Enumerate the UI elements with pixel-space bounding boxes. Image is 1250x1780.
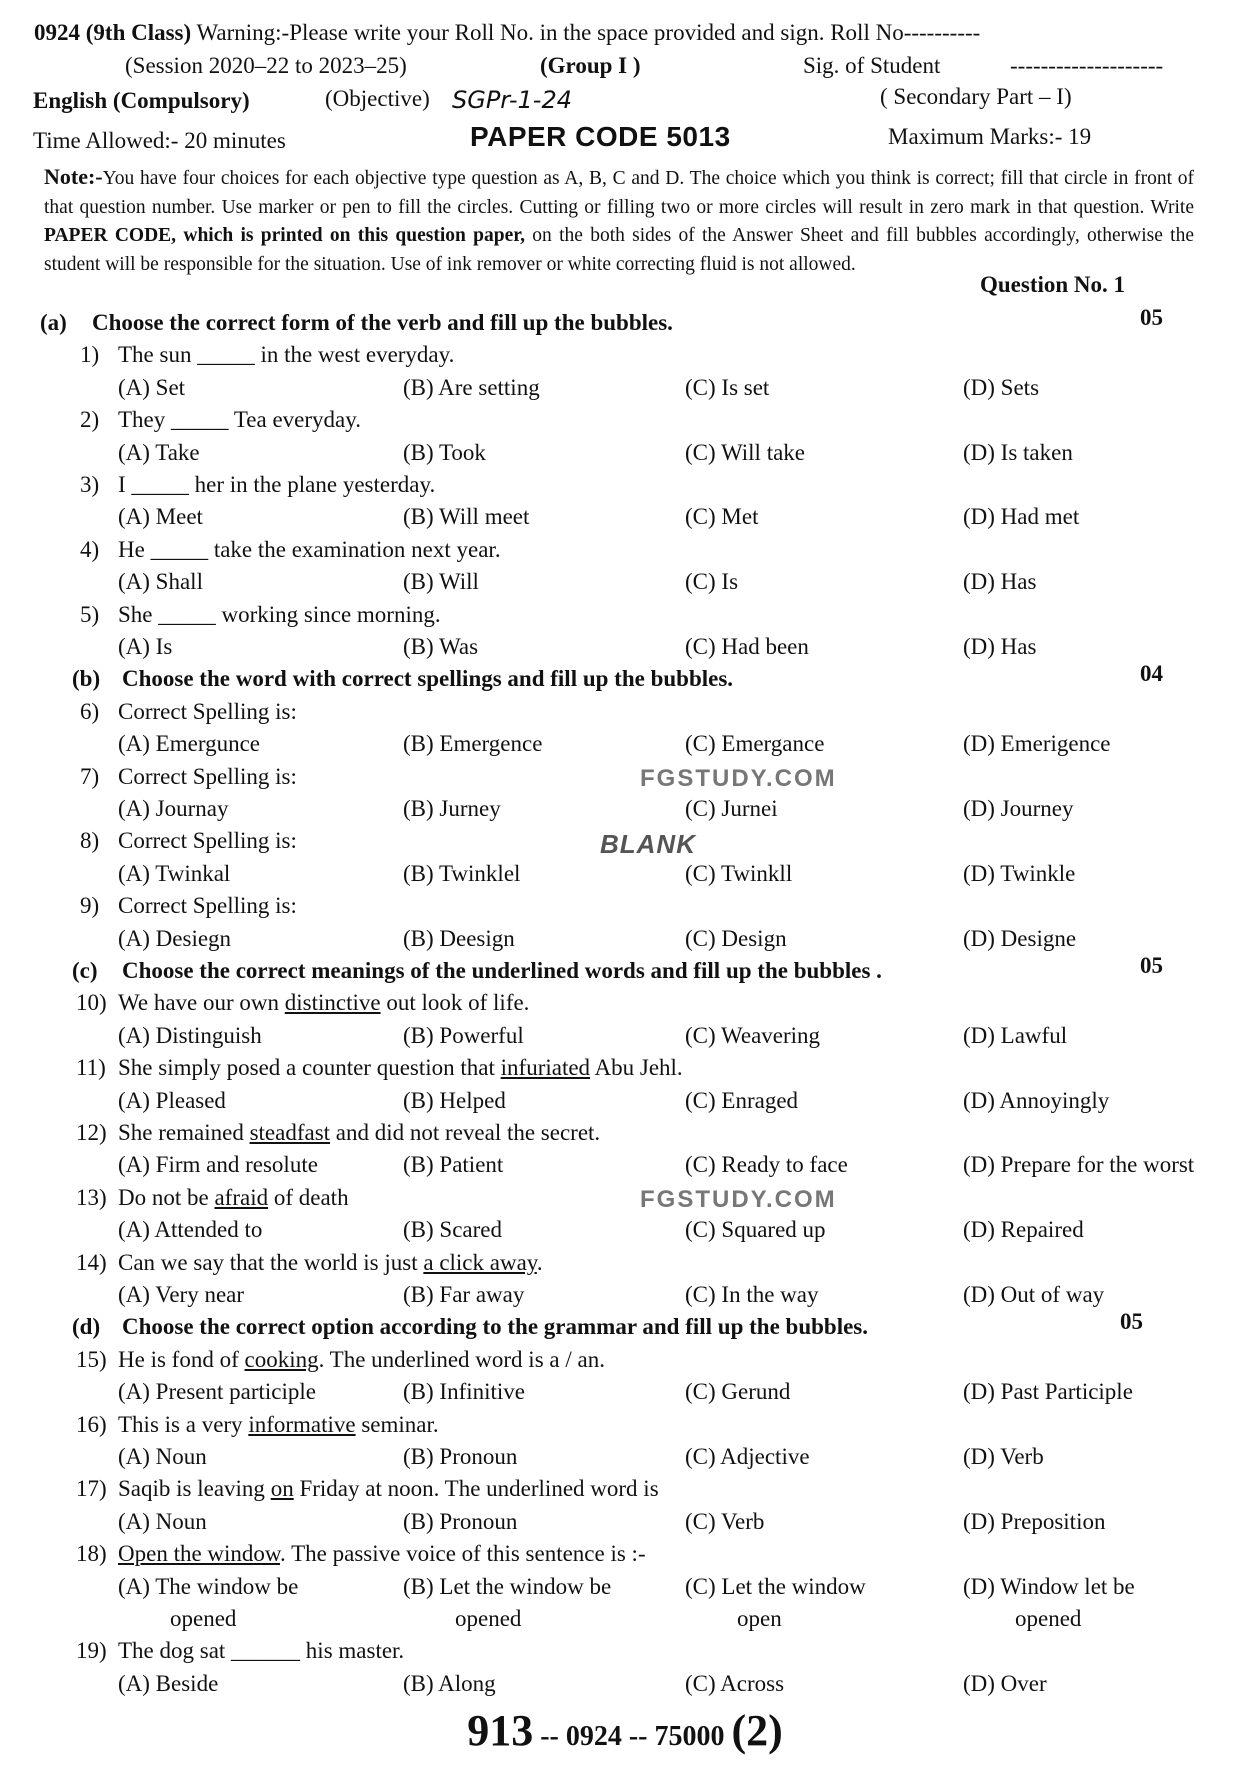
option-a: (A) The window be <box>118 1573 299 1599</box>
section-label: (d) <box>72 1314 101 1340</box>
section-marks: 04 <box>1140 661 1163 687</box>
note-text-1: You have four choices for each objective type question as A, B, C and D. The choice which you think is correct; fill that circle in front of that question number. Use marker or pen to fill the circles. Cutting or filling two or more circles will result in zero mark in that question. Write <box>44 168 1194 218</box>
option-d-continued: opened <box>1015 1606 1082 1631</box>
option-b-continued: opened <box>455 1606 522 1631</box>
option-c: (C) Met <box>685 504 759 530</box>
option-a: (A) Noun <box>118 1508 207 1534</box>
question-stem <box>118 472 435 498</box>
option-b: (B) Emergence <box>403 731 543 757</box>
option-c: (C) Design <box>685 925 787 951</box>
option-a: (A) Journay <box>118 796 229 821</box>
question-stem <box>118 990 529 1016</box>
stem-pre: Correct Spelling is: <box>118 893 297 919</box>
question-stem <box>118 1185 349 1211</box>
option-d: (D) Is taken <box>963 439 1073 465</box>
option-c: (C) Enraged <box>685 1087 799 1113</box>
question-number: 2) <box>80 407 100 433</box>
section-marks: 05 <box>1140 953 1163 978</box>
option-b: (B) Deesign <box>403 925 515 951</box>
question-stem <box>118 537 501 563</box>
question-stem <box>118 893 297 919</box>
stem-pre: Correct Spelling is: <box>118 828 297 854</box>
question-number: 4) <box>80 536 100 562</box>
question-number: 11) <box>76 1055 106 1081</box>
stem-pre: He is fond of <box>118 1346 245 1372</box>
stem-pre: I _____ her in the plane yesterday. <box>118 472 436 497</box>
question-number: 9) <box>80 893 100 919</box>
option-a: (A) Is <box>118 634 173 659</box>
question-stem <box>118 828 297 854</box>
option-c: (C) Squared up <box>685 1217 826 1243</box>
question-stem <box>118 602 441 628</box>
option-a: (A) Firm and resolute <box>118 1152 318 1178</box>
question-number: 13) <box>76 1184 107 1210</box>
option-c: (C) In the way <box>685 1282 819 1307</box>
question-stem <box>118 1120 600 1146</box>
footer-page: (2) <box>731 1706 783 1755</box>
option-b: (B) Along <box>403 1670 496 1696</box>
option-b: (B) Will <box>403 569 479 595</box>
option-c: (C) Ready to face <box>685 1152 848 1178</box>
note-label: Note:- <box>44 164 103 189</box>
option-a: (A) Shall <box>118 569 203 595</box>
stem-pre: This is a very <box>118 1411 249 1437</box>
section-title: Choose the word with correct spellings and fill up the bubbles. <box>122 666 734 692</box>
section-label: (c) <box>72 958 98 983</box>
option-a: (A) Set <box>118 374 186 400</box>
question-stem <box>118 1347 605 1373</box>
option-c: (C) Emergance <box>685 731 825 757</box>
section-title: Choose the correct form of the verb and fill up the bubbles. <box>92 310 673 335</box>
option-b: (B) Will meet <box>403 504 530 530</box>
question-stem <box>118 1055 683 1081</box>
question-stem <box>118 1250 543 1276</box>
paper-code: PAPER CODE 5013 <box>470 121 731 152</box>
section-title: Choose the correct option according to the grammar and fill up the bubbles. <box>122 1314 868 1340</box>
question-number: 17) <box>76 1476 107 1502</box>
option-b: (B) Far away <box>403 1282 525 1307</box>
option-d: (D) Prepare for the worst <box>963 1152 1195 1178</box>
subject: English (Compulsory) <box>33 88 250 113</box>
option-d: (D) Lawful <box>963 1022 1068 1048</box>
session: (Session 2020–22 to 2023–25) <box>125 53 407 78</box>
option-b: (B) Twinklel <box>403 860 521 886</box>
footer-code: 913 <box>467 1706 534 1755</box>
warning-text: Warning:-Please write your Roll No. in the space provided and sign. Roll No---------- <box>196 20 981 45</box>
stem-pre: She simply posed a counter question that <box>118 1055 501 1081</box>
max-marks: Maximum Marks:- 19 <box>888 124 1092 149</box>
option-d: (D) Repaired <box>963 1217 1084 1243</box>
watermark-bottom: FGSTUDY.COM <box>640 1185 837 1213</box>
option-d: (D) Annoyingly <box>963 1087 1110 1113</box>
option-a: (A) Take <box>118 439 200 465</box>
stem-post: out look of life. <box>380 990 530 1016</box>
class-label: 0924 (9th Class) <box>34 20 192 45</box>
option-a: (A) Noun <box>118 1444 207 1469</box>
option-c: (C) Is <box>685 569 739 595</box>
stem-pre: He _____ take the examination next year. <box>118 536 501 562</box>
option-c: (C) Verb <box>685 1508 765 1534</box>
option-b: (B) Pronoun <box>403 1508 518 1534</box>
stem-post: . The underlined word is a / an. <box>318 1346 605 1372</box>
group: (Group I ) <box>540 53 641 78</box>
option-d: (D) Window let be <box>963 1573 1135 1599</box>
instructions-note <box>44 163 1194 279</box>
option-b: (B) Pronoun <box>403 1444 518 1469</box>
question-stem <box>118 1412 439 1438</box>
stem-pre: The dog sat ______ his master. <box>118 1638 405 1664</box>
watermark-top: FGSTUDY.COM <box>640 764 837 792</box>
question-stem <box>118 1476 659 1502</box>
stem-pre: Do not be <box>118 1184 215 1210</box>
stem-pre: Correct Spelling is: <box>118 698 297 724</box>
option-d: (D) Preposition <box>963 1508 1106 1534</box>
option-a: (A) Pleased <box>118 1087 226 1113</box>
stem-underlined: cooking <box>244 1346 319 1372</box>
footer-mid: -- 0924 -- 75000 <box>540 1721 725 1752</box>
option-c: (C) Will take <box>685 439 806 465</box>
header-line-1 <box>34 20 980 46</box>
stem-post: Friday at noon. The underlined word is <box>293 1476 659 1502</box>
option-d: (D) Out of way <box>963 1282 1105 1307</box>
option-d: (D) Has <box>963 569 1037 595</box>
note-bold: PAPER CODE, which is printed on this question paper, <box>44 225 525 246</box>
question-number: 7) <box>80 763 100 789</box>
question-number: 15) <box>76 1346 107 1372</box>
option-b: (B) Scared <box>403 1217 502 1243</box>
stem-underlined: infuriated <box>500 1055 591 1081</box>
section-marks: 05 <box>1120 1309 1143 1335</box>
footer <box>0 1705 1250 1756</box>
section-label: (b) <box>72 666 101 692</box>
option-c: (C) Let the window <box>685 1573 866 1599</box>
sig-label: Sig. of Student <box>803 53 941 78</box>
stem-pre: She _____ working since morning. <box>118 601 441 627</box>
sig-blank: -------------------- <box>1010 53 1164 78</box>
stem-underlined: a click away <box>423 1249 537 1275</box>
option-c: (C) Weavering <box>685 1022 821 1048</box>
option-c: (C) Adjective <box>685 1444 810 1469</box>
option-b: (B) Patient <box>403 1152 504 1178</box>
option-a: (A) Desiegn <box>118 925 232 951</box>
option-b: (B) Infinitive <box>403 1379 525 1405</box>
option-d: (D) Over <box>963 1670 1047 1696</box>
option-b: (B) Was <box>403 634 479 659</box>
stem-pre: The sun _____ in the west everyday. <box>118 342 455 368</box>
stem-underlined: afraid <box>214 1184 269 1210</box>
note-text-2: on the both sides of the Answer Sheet and fill bubbles accordingly, otherwise the student will be responsible for the situation. Use of ink remover or white correcting fluid is not allowed. <box>44 225 1194 275</box>
question-number: Question No. 1 <box>980 272 1126 297</box>
option-c: (C) Across <box>685 1670 785 1696</box>
stem-post: . The passive voice of this sentence is :- <box>280 1541 646 1567</box>
stem-pre: We have our own <box>118 990 285 1016</box>
stem-underlined: distinctive <box>284 990 381 1016</box>
question-stem <box>118 407 361 433</box>
handwritten-note: SGPr-1-24 <box>452 86 572 114</box>
question-number: 3) <box>80 472 100 497</box>
option-c: (C) Had been <box>685 634 809 659</box>
question-number: 10) <box>76 990 107 1016</box>
option-c: (C) Gerund <box>685 1379 791 1405</box>
question-number: 1) <box>80 342 100 368</box>
option-d: (D) Has <box>963 634 1037 659</box>
option-d: (D) Verb <box>963 1444 1044 1469</box>
option-a: (A) Present participle <box>118 1379 316 1405</box>
question-number: 8) <box>80 828 100 854</box>
option-a: (A) Emergunce <box>118 731 260 757</box>
option-d: (D) Sets <box>963 374 1040 400</box>
stem-pre: Saqib is leaving <box>118 1476 271 1502</box>
question-number: 18) <box>76 1541 107 1567</box>
option-a: (A) Very near <box>118 1282 245 1307</box>
option-b: (B) Let the window be <box>403 1573 612 1599</box>
question-stem <box>118 764 297 790</box>
stem-post: and did not reveal the secret. <box>330 1120 601 1145</box>
option-b: (B) Took <box>403 439 486 465</box>
option-c: (C) Twinkll <box>685 860 793 886</box>
question-number: 5) <box>80 601 100 627</box>
section-label: (a) <box>40 310 67 335</box>
question-number: 6) <box>80 698 100 724</box>
section-title: Choose the correct meanings of the underlined words and fill up the bubbles . <box>122 958 882 983</box>
stem-pre: Correct Spelling is: <box>118 763 297 789</box>
option-a: (A) Twinkal <box>118 860 231 886</box>
question-stem <box>118 1638 404 1664</box>
question-number: 16) <box>76 1411 107 1437</box>
option-d: (D) Twinkle <box>963 860 1076 886</box>
option-c-continued: open <box>737 1606 782 1631</box>
option-c: (C) Is set <box>685 374 770 400</box>
stem-post: of death <box>268 1184 349 1210</box>
stem-pre: Can we say that the world is just <box>118 1249 424 1275</box>
question-number: 12) <box>76 1120 107 1145</box>
question-stem <box>118 1541 646 1567</box>
stem-pre: They _____ Tea everyday. <box>118 407 361 433</box>
stem-underlined: informative <box>248 1411 356 1437</box>
section-marks: 05 <box>1140 305 1163 330</box>
stem-underlined: on <box>270 1476 294 1502</box>
option-a: (A) Distinguish <box>118 1022 262 1048</box>
option-d: (D) Journey <box>963 796 1074 821</box>
option-a: (A) Meet <box>118 504 203 530</box>
part: ( Secondary Part – I) <box>880 84 1072 109</box>
option-d: (D) Emerigence <box>963 731 1111 757</box>
question-stem <box>118 699 297 725</box>
option-a: (A) Attended to <box>118 1217 263 1243</box>
stem-underlined: Open the window <box>118 1541 281 1567</box>
question-number: 19) <box>76 1638 107 1664</box>
stem-post: Abu Jehl. <box>590 1055 683 1081</box>
blank-stamp: BLANK <box>600 829 696 860</box>
stem-post: seminar. <box>355 1411 439 1437</box>
option-c: (C) Jurnei <box>685 796 778 821</box>
option-d: (D) Designe <box>963 925 1077 951</box>
time-allowed: Time Allowed:- 20 minutes <box>33 128 286 153</box>
stem-pre: She remained <box>118 1120 250 1145</box>
option-a: (A) Beside <box>118 1670 219 1696</box>
option-d: (D) Had met <box>963 504 1080 530</box>
question-stem <box>118 342 454 368</box>
option-b: (B) Jurney <box>403 796 501 821</box>
stem-underlined: steadfast <box>249 1120 331 1145</box>
paper-type: (Objective) <box>325 86 430 111</box>
option-a-continued: opened <box>170 1606 237 1631</box>
option-b: (B) Powerful <box>403 1022 524 1048</box>
option-b: (B) Helped <box>403 1087 506 1113</box>
question-number: 14) <box>76 1249 107 1275</box>
option-b: (B) Are setting <box>403 374 540 400</box>
option-d: (D) Past Participle <box>963 1379 1133 1405</box>
stem-post: . <box>536 1249 543 1275</box>
